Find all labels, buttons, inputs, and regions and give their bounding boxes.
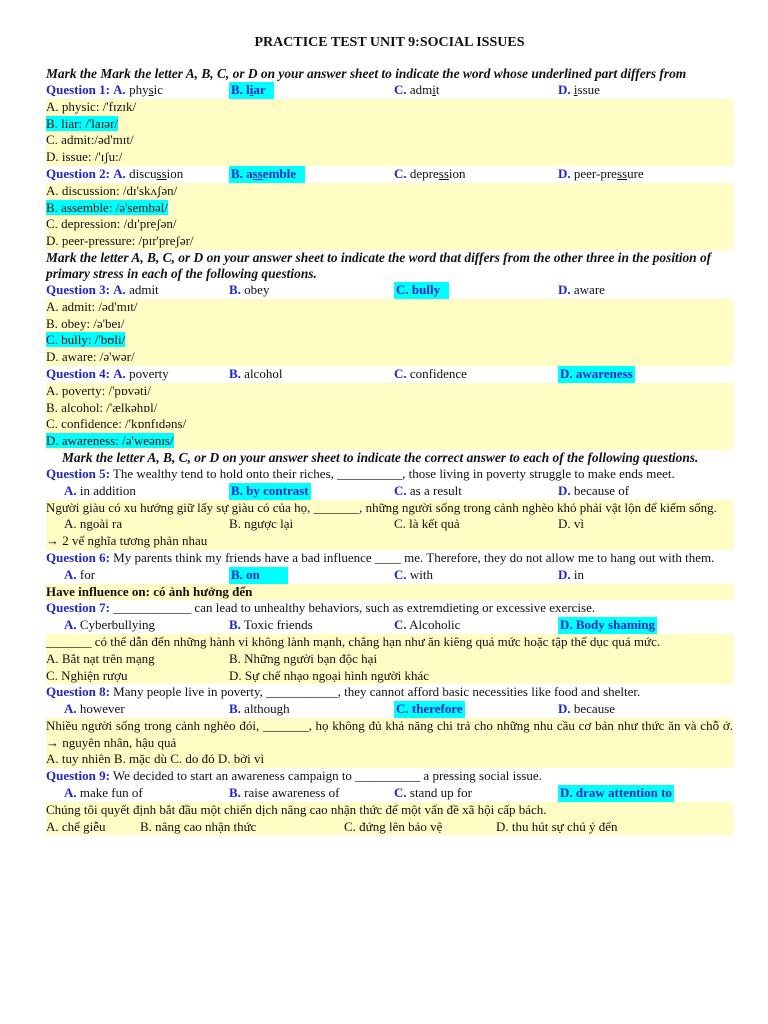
q1-explain-a: A. physic: /'fɪzɪk/: [46, 98, 137, 114]
q2-explain-d: D. peer-pressure: /pɪr'preʃər/: [46, 233, 194, 249]
q2-option-c[interactable]: depression: [406, 165, 466, 181]
q4-option-b[interactable]: alcohol: [240, 365, 283, 381]
q1-option-c[interactable]: admit: [406, 82, 440, 97]
q7-vn-options-1: A. Bắt nạt trên mạng B. Những người bạn độc hại: [46, 650, 378, 666]
q8-option-a[interactable]: however: [76, 701, 125, 717]
question-6: [46, 550, 733, 567]
q1-explain-b: B. liar: /'laɪər/: [46, 115, 119, 131]
q4-option-a[interactable]: poverty: [125, 365, 169, 381]
worksheet: [46, 33, 733, 835]
q2-explain-a: A. discussion: /dɪ'skʌʃən/: [46, 182, 178, 198]
q6-option-d[interactable]: in: [570, 566, 585, 582]
q4-option-d[interactable]: awareness: [572, 365, 633, 381]
q7-option-d[interactable]: Body shaming: [572, 617, 656, 633]
q1-explain-d: D. issue: /'ɪʃu:/: [46, 149, 123, 165]
q3-explain-a: A. admit: /əd'mɪt/: [46, 298, 138, 314]
question-7-options: A. Cyberbullying B. Toxic friends C. Alcoholic D. Body shaming: [64, 617, 656, 633]
q3-option-a[interactable]: admit: [125, 281, 159, 297]
q5-translation: Người giàu có xu hướng giữ lấy sự giàu có của họ, _______, những người sống trong cảnh nghèo khó phải vật lộn để kiếm sống.: [46, 499, 717, 515]
q3-option-b[interactable]: obey: [240, 281, 270, 297]
question-6-label: Question 6:: [46, 549, 110, 565]
question-9-options: A. make fun of B. raise awareness of C. stand up for D. draw attention to: [64, 785, 672, 801]
instruction-stress: Mark the letter A, B, C, or D on your answer sheet to indicate the word that differs from the other three in the position of primary stress in each of the following questions.: [46, 249, 712, 281]
q2-option-b[interactable]: assemble: [242, 165, 297, 181]
q6-option-a[interactable]: for: [76, 566, 96, 582]
q5-note: → 2 vế nghĩa tương phản nhau: [46, 533, 208, 549]
q8-option-c[interactable]: therefore: [408, 701, 463, 717]
q7-option-c[interactable]: Alcoholic: [406, 617, 461, 633]
q1-option-d[interactable]: issue: [573, 82, 600, 97]
q4-explain-d: D. awareness: /ə'weənɪs/: [46, 433, 174, 449]
q6-note: Have influence on: có ảnh hưởng đến: [46, 583, 253, 599]
q5-option-a[interactable]: in addition: [76, 482, 136, 498]
q9-translation: Chúng tôi quyết định bắt đầu một chiến dịch nâng cao nhận thức để một vấn đề xã hội cấp bách.: [46, 801, 547, 817]
question-7: [46, 600, 733, 617]
q7-translation: _______ có thể dẫn đến những hành vi không lành mạnh, chẳng hạn như ăn kiêng quá mức hoặc tập thể dục quá mức.: [46, 633, 661, 649]
question-7-text: ____________ can lead to unhealthy behaviors, such as extremdieting or excessive exercise.: [109, 600, 596, 616]
question-1-row: Question 1: A. physic B. liar C. admit D. issue: [46, 82, 600, 97]
q3-option-d[interactable]: aware: [570, 281, 605, 297]
q7-vn-options-2: C. Nghiện rượu D. Sự chế nhạo ngoại hình người khác: [46, 667, 430, 683]
question-9: [46, 768, 733, 785]
question-5-text: The wealthy tend to hold onto their riches, __________, those living in poverty struggle to make ends meet.: [109, 465, 675, 481]
question-8-text: Many people live in poverty, ___________, they cannot afford basic necessities like food and shelter.: [109, 684, 641, 700]
q4-explain-b: B. alcohol: /'ælkəhɒl/: [46, 399, 158, 415]
q4-explain-c: C. confidence: /'kɒnfɪdəns/: [46, 416, 187, 432]
q5-option-c[interactable]: as a result: [406, 482, 462, 498]
question-6-text: My parents think my friends have a bad influence ____ me. Therefore, they do not allow me to hang out with them.: [109, 549, 715, 565]
q7-option-a[interactable]: Cyberbullying: [76, 617, 155, 633]
question-9-text: We decided to start an awareness campaign to __________ a pressing social issue.: [109, 768, 542, 784]
q9-option-b[interactable]: raise awareness of: [240, 785, 340, 801]
q3-explain-d: D. aware: /ə'wər/: [46, 349, 135, 365]
instruction-pronunciation: Mark the Mark the letter A, B, C, or D on your answer sheet to indicate the word whose underlined part differs from: [46, 66, 687, 81]
q9-option-a[interactable]: make fun of: [76, 785, 143, 801]
q2-explain-b: B. assemble: /ə'sembəl/: [46, 199, 168, 215]
q1-option-a[interactable]: physic: [125, 82, 164, 97]
question-6-options: A. for B. on C. with D. in: [64, 566, 585, 582]
q7-option-b[interactable]: Toxic friends: [240, 617, 313, 633]
question-5-options: A. in addition B. by contrast C. as a result D. because of: [64, 482, 630, 498]
q8-option-d[interactable]: because: [570, 701, 616, 717]
q8-vn-options: A. tuy nhiên B. mặc dù C. do đó D. bởi vì: [46, 751, 265, 767]
question-8-label: Question 8:: [46, 684, 110, 700]
question-8: [46, 684, 733, 701]
question-2-label: Question 2:: [46, 165, 110, 181]
q3-option-c[interactable]: bully: [408, 281, 441, 297]
q8-translation: Nhiều người sống trong cảnh nghèo đói, _______, họ không đủ khả năng chi trả cho những nhu cầu cơ bản như thức ăn và chỗ ở. → nguyên nhân, hậu quả: [46, 717, 733, 750]
q2-explain-c: C. depression: /dɪ'preʃən/: [46, 216, 177, 232]
q6-option-b[interactable]: on: [242, 566, 260, 582]
q4-explain-a: A. poverty: /'pɒvəti/: [46, 382, 151, 398]
q3-explain-b: B. obey: /ə'beɪ/: [46, 315, 125, 331]
q5-option-d[interactable]: because of: [570, 482, 630, 498]
q9-option-c[interactable]: stand up for: [406, 785, 472, 801]
q2-option-a[interactable]: discussion: [125, 165, 184, 181]
q2-option-d[interactable]: peer-pressure: [570, 165, 644, 181]
q5-vn-options: A. ngoài ra B. ngược lại C. là kết quả D. vì: [64, 516, 584, 532]
question-1-label: Question 1:: [46, 82, 110, 97]
question-8-options: A. however B. although C. therefore D. because: [64, 701, 616, 717]
q6-option-c[interactable]: with: [406, 566, 434, 582]
question-5-label: Question 5:: [46, 465, 110, 481]
q5-option-b[interactable]: by contrast: [242, 482, 309, 498]
question-5: [46, 466, 733, 483]
q1-explain-c: C. admit:/əd'mɪt/: [46, 132, 134, 148]
page-title: PRACTICE TEST UNIT 9:SOCIAL ISSUES: [254, 35, 525, 50]
q9-vn-options: A. chế giễu B. nâng cao nhận thức C. đứng lên bảo vệ D. thu hút sự chú ý đến: [46, 818, 618, 834]
q1-option-b[interactable]: liar: [242, 82, 266, 97]
question-3-row: Question 3: A. admit B. obey C. bully D. aware: [46, 281, 605, 297]
instruction-correct: Mark the letter A, B, C, or D on your answer sheet to indicate the correct answer to each of the following questions.: [62, 449, 699, 465]
question-7-label: Question 7:: [46, 600, 110, 616]
question-4-label: Question 4:: [46, 365, 110, 381]
question-9-label: Question 9:: [46, 768, 110, 784]
question-2-row: Question 2: A. discussion B. assemble C. depression D. peer-pressure: [46, 165, 644, 181]
q4-option-c[interactable]: confidence: [406, 365, 467, 381]
q9-option-d[interactable]: draw attention to: [572, 785, 672, 801]
q3-explain-c: C. bully: /'bʊli/: [46, 332, 126, 348]
q8-option-b[interactable]: although: [240, 701, 290, 717]
question-3-label: Question 3:: [46, 281, 110, 297]
question-4-row: Question 4: A. poverty B. alcohol C. confidence D. awareness: [46, 365, 633, 381]
